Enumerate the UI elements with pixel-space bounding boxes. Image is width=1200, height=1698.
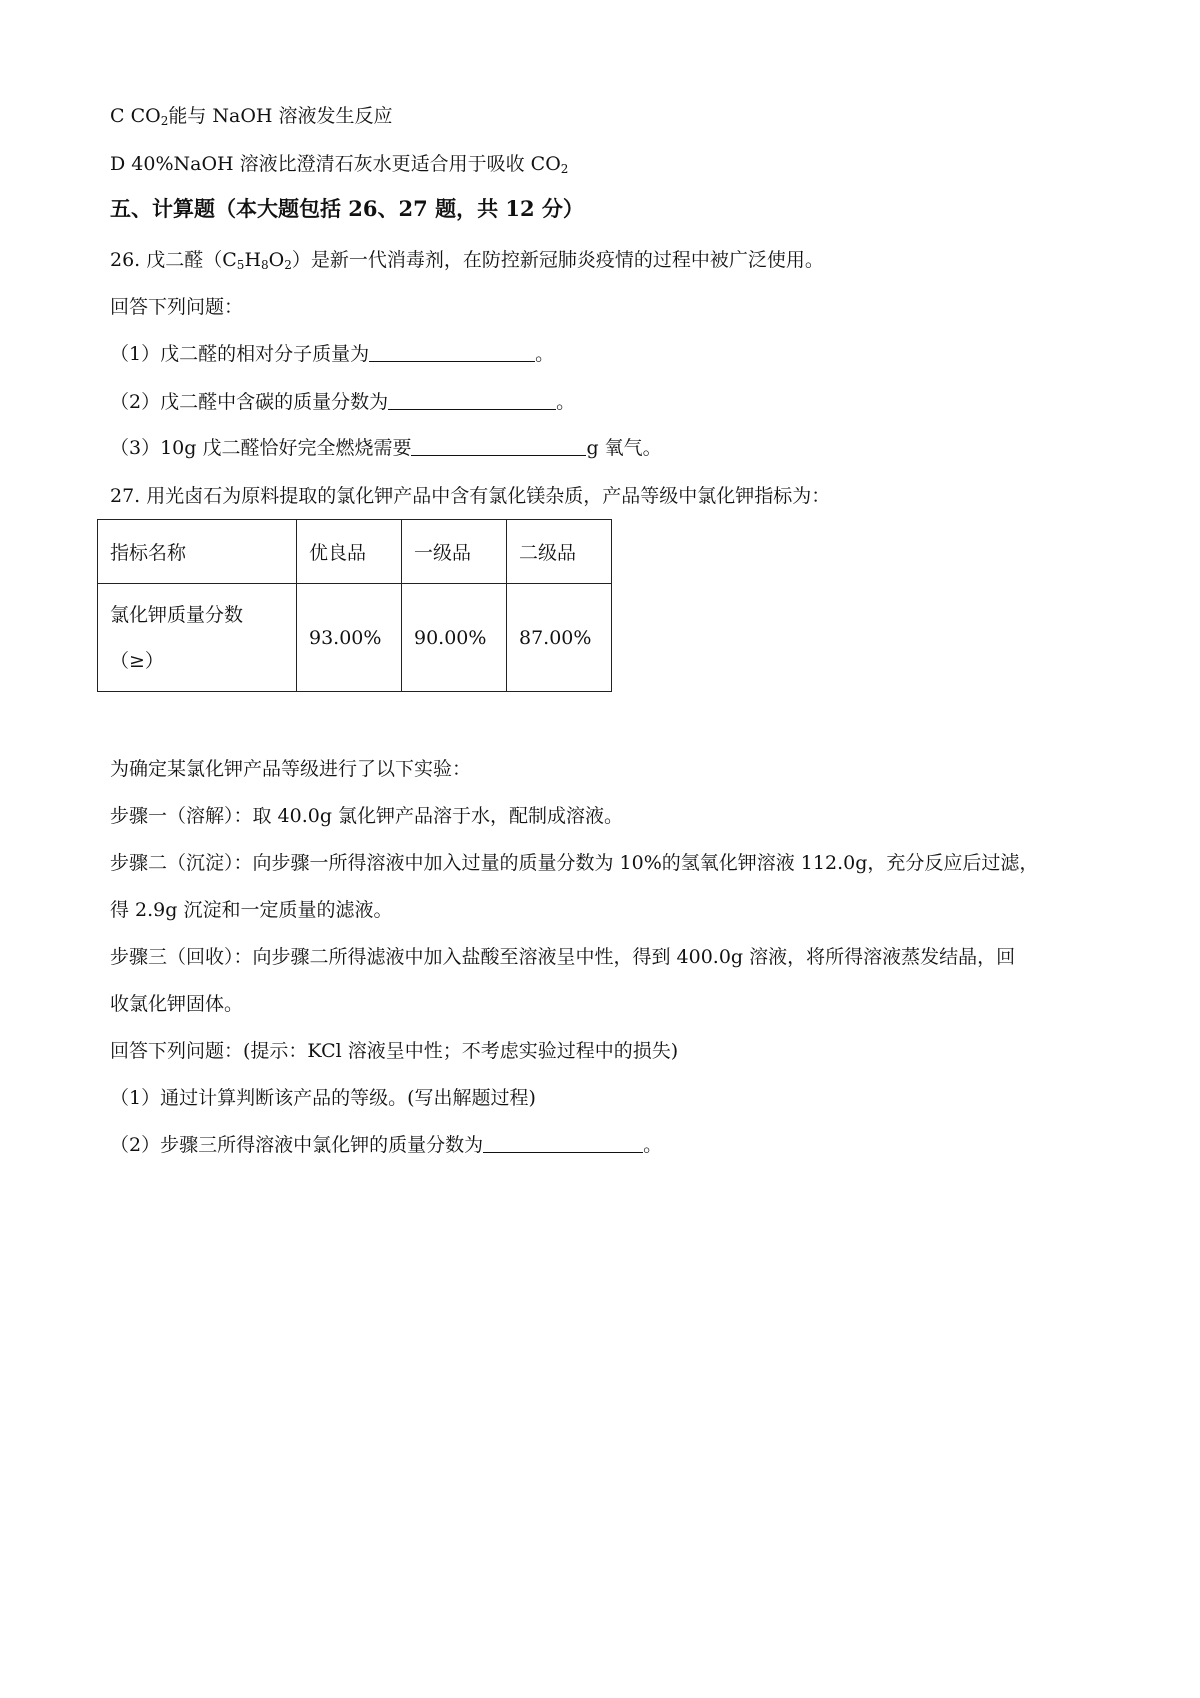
question-27-stem: 27. 用光卤石为原料提取的氯化钾产品中含有氯化镁杂质，产品等级中氯化钾指标为： [110,485,831,507]
question-27-part-1: （1）通过计算判断该产品的等级。(写出解题过程) [110,1087,536,1109]
answer-blank[interactable] [388,390,556,410]
step-3-line-2: 收氯化钾固体。 [110,993,244,1015]
answer-blank[interactable] [483,1133,643,1153]
experiment-intro: 为确定某氯化钾产品等级进行了以下实验： [110,758,472,780]
question-26-intro: 回答下列问题： [110,296,244,318]
option-c: C $CO_2$能与 NaOH 溶液发生反应 [110,105,393,128]
row-label-cell [98,584,297,692]
table-cell: 87.00% [507,584,612,692]
answer-intro: 回答下列问题：(提示：KCl 溶液呈中性；不考虑实验过程中的损失) [110,1040,679,1062]
grade-table [97,519,612,692]
row-label-sign: （≥） [110,649,164,672]
table-cell: 93.00% [297,584,402,692]
table-header-cell: 一级品 [402,520,507,584]
question-26-part-1: （1）戊二醛的相对分子质量为 。 [110,343,555,365]
table-header-cell: 优良品 [297,520,402,584]
question-27-part-2: （2）步骤三所得溶液中氯化钾的质量分数为 。 [110,1134,663,1156]
answer-blank[interactable] [369,342,535,362]
table-row [98,584,612,692]
table-cell: 90.00% [402,584,507,692]
option-d: D 40%NaOH 溶液比澄清石灰水更适合用于吸收 $CO_2$ [110,153,569,176]
row-label-main: 氯化钾质量分数 [110,603,244,626]
step-1: 步骤一（溶解）：取 40.0g 氯化钾产品溶于水，配制成溶液。 [110,805,624,827]
question-26-part-2: （2）戊二醛中含碳的质量分数为 。 [110,391,576,413]
table-header-row [98,520,612,584]
step-2-line-2: 得 2.9g 沉淀和一定质量的滤液。 [110,899,393,921]
step-3-line-1: 步骤三（回收）：向步骤二所得滤液中加入盐酸至溶液呈中性，得到 400.0g 溶液，将所得溶液蒸发结晶，回 [110,946,1016,968]
table-header-cell: 二级品 [507,520,612,584]
section-heading: 五、计算题（本大题包括 26、27 题，共 12 分） [110,196,584,221]
answer-blank[interactable] [411,436,586,456]
question-26-stem: 26. 戊二醛$(C_5H_8O_2)$是新一代消毒剂，在防控新冠肺炎疫情的过程中被广泛使用。 [110,249,824,272]
step-2-line-1: 步骤二（沉淀）：向步骤一所得溶液中加入过量的质量分数为 10%的氢氧化钾溶液 112.0g，充分反应后过滤， [110,852,1039,874]
table-header-cell: 指标名称 [98,520,297,584]
question-26-part-3: （3）10g 戊二醛恰好完全燃烧需要 g 氧气。 [110,437,662,459]
